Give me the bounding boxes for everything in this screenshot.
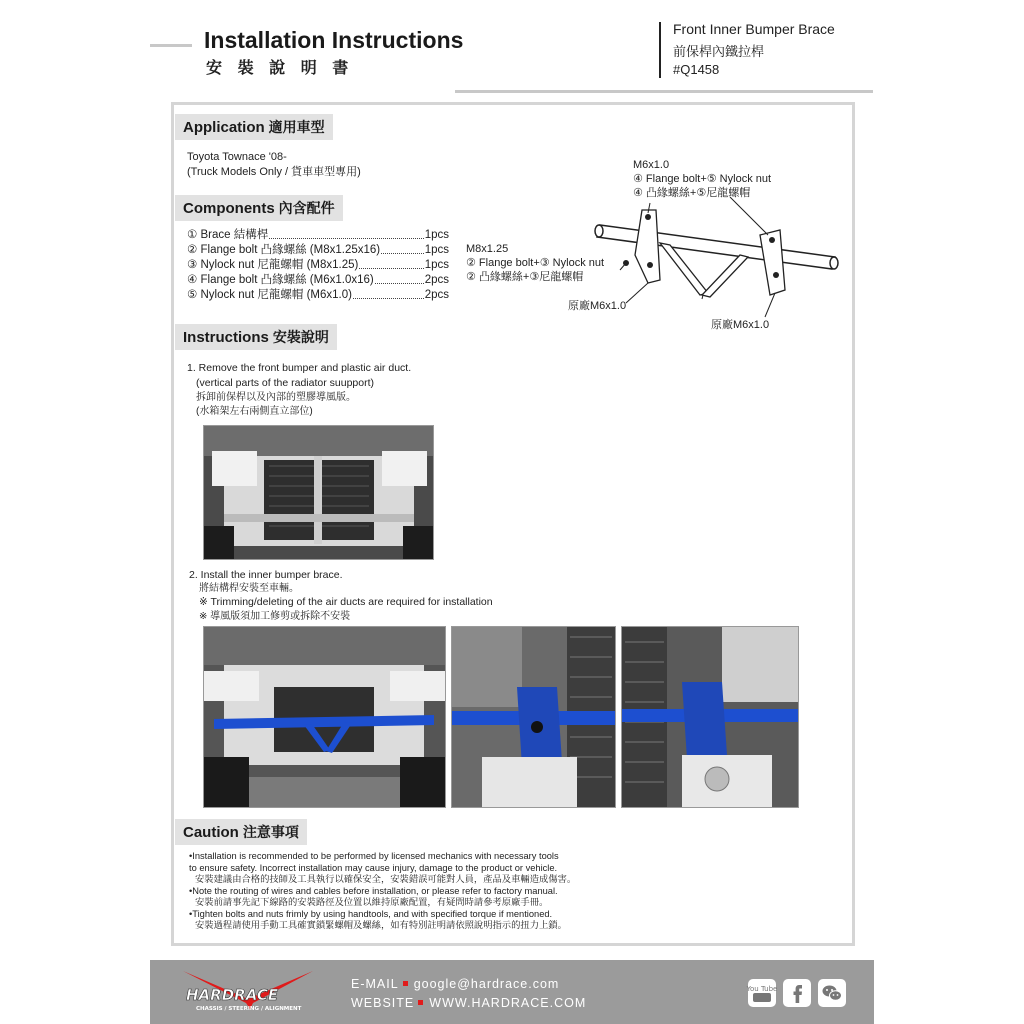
caution-line: •Installation is recommended to be performed by licensed mechanics with necessary tools: [189, 851, 559, 861]
product-name-zh: 前保桿內鐵拉桿: [673, 44, 765, 59]
diagram-left-parts-zh: ② 凸緣螺絲+③尼龍螺帽: [466, 271, 584, 283]
component-item: ① Brace 結構桿 1pcs: [187, 229, 449, 241]
instructions-heading-en: Instructions: [183, 329, 269, 346]
diagram-oem-left: 原廠M6x1.0: [568, 300, 627, 312]
diagram-top-size: M6x1.0: [633, 159, 670, 171]
facebook-icon[interactable]: [783, 979, 811, 1007]
step1-title: 1. Remove the front bumper and plastic air duct.: [187, 362, 412, 374]
component-item: ② Flange bolt 凸緣螺絲 (M8x1.25x16) 1pcs: [187, 244, 449, 256]
footer-email: E-MAIL google@hardrace.com: [351, 977, 560, 991]
youtube-icon[interactable]: [748, 979, 776, 1007]
logo-brand-text: HARDRACE: [186, 986, 279, 1004]
step1-zh-detail: (水箱架左右兩側直立部位): [196, 406, 313, 417]
instructions-heading: [175, 324, 337, 350]
caution-heading-en: Caution: [183, 824, 239, 841]
application-model: Toyota Townace '08-: [187, 151, 287, 163]
caution-line: 安裝過程請使用手動工具確實鎖緊螺帽及螺絲，如有特別註明請依照說明指示的扭力上鎖。: [195, 920, 567, 930]
step2-note: ※ Trimming/deleting of the air ducts are required for installation: [199, 596, 493, 608]
logo-tagline: CHASSIS / STEERING / ALIGNMENT: [196, 1006, 302, 1012]
diagram-top-parts-zh: ④ 凸緣螺絲+⑤尼龍螺帽: [633, 187, 751, 199]
bracket-left: [635, 210, 660, 283]
page-subtitle: 安 裝 說 明 書: [206, 58, 354, 77]
step2-zh: 將結構桿安裝至車輛。: [199, 583, 299, 594]
caution-line: to ensure safety. Incorrect installation may cause injury, damage to the product or vehicle.: [189, 862, 558, 873]
photo-brace-installed: [203, 626, 446, 808]
instructions-heading-zh: 安裝說明: [272, 330, 329, 346]
footer-website: WEBSITE WWW.HARDRACE.COM: [351, 996, 587, 1010]
website-link[interactable]: WWW.HARDRACE.COM: [429, 996, 587, 1010]
diagram-left-size: M8x1.25: [466, 243, 509, 255]
part-number: #Q1458: [673, 62, 720, 77]
step2-note-zh: ※ 導風版須加工修剪或拆除不安裝: [199, 611, 351, 622]
application-heading-zh: 適用車型: [268, 120, 325, 136]
wechat-icon[interactable]: [818, 979, 846, 1007]
application-heading: [175, 114, 333, 140]
caution-line: •Note the routing of wires and cables before installation, or please refer to factory manual.: [189, 885, 558, 896]
email-link[interactable]: google@hardrace.com: [413, 977, 560, 991]
components-heading: [175, 195, 343, 221]
caution-line: 安裝建議由合格的技師及工具執行以確保安全，安裝錯誤可能對人員，產品及車輛造成傷害。: [195, 874, 577, 884]
caution-text: [189, 851, 576, 932]
step1-detail: (vertical parts of the radiator suupport): [196, 377, 374, 389]
application-heading-en: Application: [183, 119, 265, 136]
caution-heading-zh: 注意事項: [242, 825, 299, 841]
brace-bar: [597, 225, 835, 269]
caution-line: •Tighten bolts and nuts frimly by using handtools, and with specified torque if mentioned.: [189, 908, 553, 919]
photo-bumper-removed: [203, 425, 434, 560]
diagram-top-parts-en: ④ Flange bolt+⑤ Nylock nut: [633, 173, 772, 185]
product-name-en: Front Inner Bumper Brace: [673, 21, 835, 37]
components-heading-en: Components: [183, 200, 275, 217]
step2-title: 2. Install the inner bumper brace.: [189, 569, 343, 581]
component-item: ③ Nylock nut 尼龍螺帽 (M8x1.25) 1pcs: [187, 259, 449, 271]
svg-text:You Tube: You Tube: [746, 985, 778, 993]
components-heading-zh: 內含配件: [278, 201, 335, 217]
page-title: Installation Instructions: [204, 27, 464, 53]
brace-leg-right: [702, 255, 748, 297]
diagram-left-parts-en: ② Flange bolt+③ Nylock nut: [466, 257, 605, 269]
header-rule-left: [150, 44, 192, 47]
header-rule-right: [455, 90, 873, 93]
brace-diagram: [590, 195, 850, 320]
caution-line: 安裝前請事先記下線路的安裝路徑及位置以維持原廠配置，有疑問時請參考原廠手冊。: [195, 897, 549, 907]
header-divider: [659, 22, 661, 78]
component-item: ④ Flange bolt 凸緣螺絲 (M6x1.0x16) 2pcs: [187, 274, 449, 286]
photo-left-bracket-detail: [451, 626, 616, 808]
component-item: ⑤ Nylock nut 尼龍螺帽 (M6x1.0) 2pcs: [187, 289, 449, 301]
components-list: [187, 228, 449, 303]
caution-heading: [175, 819, 307, 845]
diagram-oem-right: 原廠M6x1.0: [711, 319, 770, 331]
application-note: (Truck Models Only / 貨車車型專用): [187, 166, 361, 178]
photo-right-bracket-detail: [621, 626, 799, 808]
step1-zh: 拆卸前保桿以及內部的塑膠導風版。: [196, 392, 356, 403]
hardrace-logo: [178, 969, 323, 1019]
